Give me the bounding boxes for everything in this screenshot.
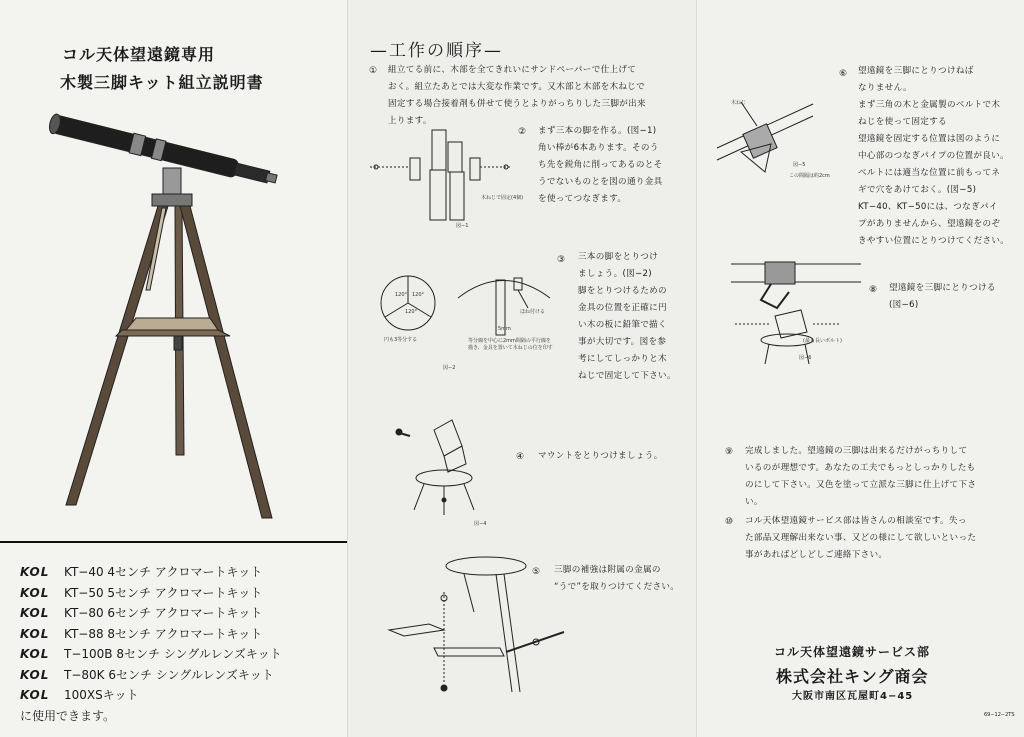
step-10-text: コル天体望遠鏡サービス部は皆さんの相談室です。失っ た部品又理解出来ない事、又どの様にして欲しいといった 事があればどしどしご連絡下さい。 bbox=[745, 516, 977, 560]
step-number: ⑤ bbox=[532, 567, 541, 577]
step-number: ⑨ bbox=[725, 447, 734, 457]
model-item: KOL 100XSキット bbox=[20, 688, 139, 702]
step-number: ③ bbox=[557, 255, 566, 265]
model-item: KOL KT−88 8センチ アクロマートキット bbox=[20, 626, 263, 641]
figure-1-label: 図−1 bbox=[456, 223, 469, 229]
figure-6-bolt: (最も長いボルト) bbox=[803, 338, 842, 344]
figure-4-mount bbox=[396, 420, 486, 520]
angle-label: 120° bbox=[405, 309, 418, 315]
model-item: KOL T−100B 8センチ シングルレンズキット bbox=[20, 647, 282, 661]
figure-1-leg-joint bbox=[370, 130, 520, 230]
procedure-heading: —工作の順序— bbox=[370, 41, 503, 61]
model-item: KOL KT−40 4センチ アクロマートキット bbox=[20, 565, 263, 579]
procedure-panel bbox=[347, 0, 697, 737]
step-4-text: マウントをとりつけましょう。 bbox=[538, 451, 663, 461]
model-list bbox=[20, 562, 282, 726]
step-6-text: 望遠鏡を三脚にとりつけねば なりません。 まず三角の木と金属製のベルトで木 ねじを使って固定する 望遠鏡を固定する位置は図のように 中心部のつなぎパイプの位置が良い。 ベルトには適当な位置に前もってネ ギで穴をあけておく。(図−5) KT−40、KT−50には、つなぎパイ プがありませんから、望遠鏡をのぞ きやすい位置にとりつけてください。 bbox=[858, 66, 1010, 246]
figure-2-mark-note: 等分線を中心に2mm間隔の平行線を描き、金具を置いて木ねじの位を印す bbox=[468, 338, 553, 351]
model-item: KOL KT−50 5センチ アクロマートキット bbox=[20, 585, 263, 600]
figure-4-label: 図−4 bbox=[474, 521, 487, 527]
print-code: 69−12−2TS bbox=[984, 712, 1015, 718]
telescope-tripod-illustration bbox=[40, 110, 310, 525]
divider bbox=[0, 541, 347, 543]
figure-1-note: 木ねじで固定(4個) bbox=[481, 195, 524, 201]
step-3-text: 三本の脚をとりつけ ましょう。(図−2) 脚をとりつけるための 金具の位置を正確に円 い木の板に鉛筆で描く 事が大切です。図を参 考にしてしっかりと木 ねじで固定して下さい。 bbox=[578, 252, 676, 381]
figure-5-gap: この間隔は約2cm bbox=[789, 173, 830, 179]
angle-label: 120° bbox=[395, 292, 408, 298]
step-2-text: まず三本の脚を作る。(図−1) 角い棒が6本あります。そのう ち先を鋭角に削ってあるのとそ うでないものとを図の通り金具 を使ってつなぎます。 bbox=[538, 126, 663, 204]
step-number: ② bbox=[518, 127, 527, 137]
angle-label: 120° bbox=[412, 292, 425, 298]
step-number: ⑥ bbox=[839, 69, 848, 79]
figure-5-label: 図−5 bbox=[793, 162, 806, 168]
figure-2-label: 図−2 bbox=[443, 365, 456, 371]
step-5-text: 三脚の補強は附属の金属の “うで”を取りつけてください。 bbox=[554, 565, 680, 592]
figure-2-dim: ほね付ける bbox=[520, 309, 546, 315]
step-1-text: 組立てる前に、木部を全てきれいにサンドペーパーで仕上げて おく。組立たあとでは大変な作業です。又木部と木部を木ねじで 固定する場合接着剤も併せて使うとよりがっちりした三脚が出来 上ります。 bbox=[388, 65, 646, 126]
model-item: KOL T−80K 6センチ シングルレンズキット bbox=[20, 667, 274, 682]
step-8-text: 望遠鏡を三脚にとりつける (図−6) bbox=[889, 283, 996, 310]
figure-5-screw: 木ねじ bbox=[731, 100, 747, 106]
company-name: 株式会社キング商会 bbox=[776, 667, 929, 686]
figure-2-dim: 5mm bbox=[498, 326, 511, 332]
step-number: ⑧ bbox=[869, 285, 878, 295]
final-panel bbox=[696, 0, 1024, 737]
figure-6-label: 図−6 bbox=[799, 355, 812, 361]
title-line-1: コル天体望遠鏡専用 bbox=[62, 45, 216, 64]
step-number: ① bbox=[369, 66, 378, 76]
step-number: ⑩ bbox=[725, 517, 734, 527]
step-number: ④ bbox=[516, 452, 525, 462]
model-item: KOL KT−80 6センチ アクロマートキット bbox=[20, 606, 263, 620]
usage-note: に使用できます。 bbox=[20, 708, 116, 723]
figure-6-mounting bbox=[731, 258, 866, 368]
company-address: 大阪市南区瓦屋町4−45 bbox=[792, 691, 914, 702]
step-9-text: 完成しました。望遠鏡の三脚は出来るだけがっちりして いるのが理想です。あなたの工夫でもっとしっかりしたも のにして下さい。又色を塗って立派な三脚に仕上げて下さ い。 bbox=[745, 446, 977, 507]
title-line-2: 木製三脚キット組立説明書 bbox=[60, 73, 264, 92]
figure-2-circle-note: 円も3等分する bbox=[384, 337, 418, 343]
figure-brace-assembly bbox=[386, 552, 571, 702]
company-department: コル天体望遠鏡サービス部 bbox=[774, 645, 931, 659]
cover-panel bbox=[0, 0, 347, 737]
